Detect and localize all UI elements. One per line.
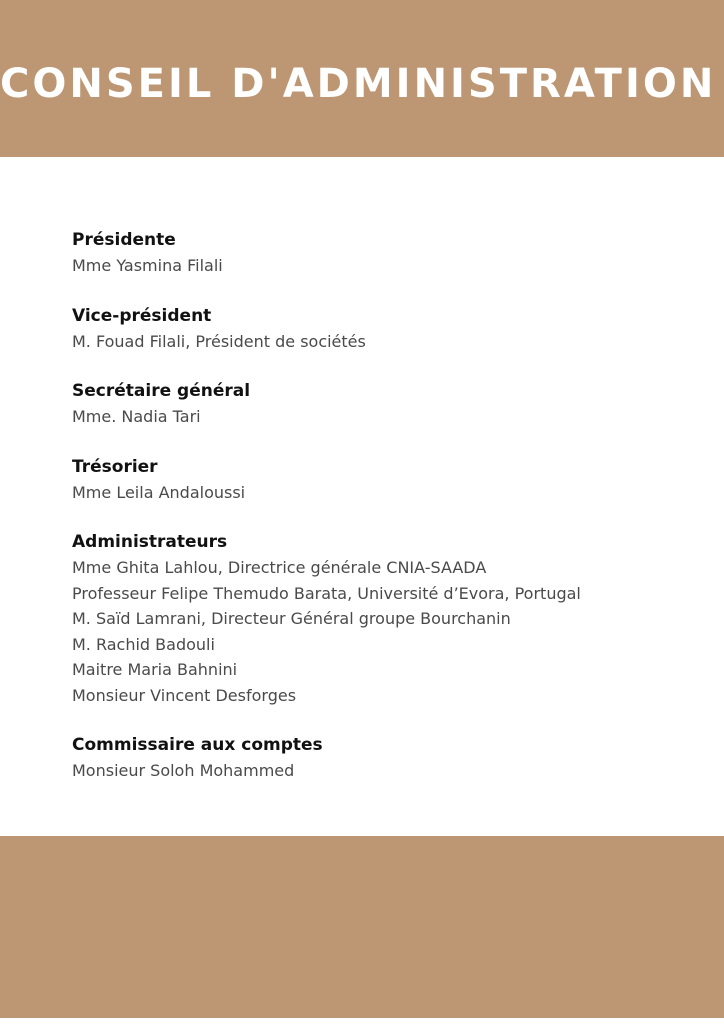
header-band bbox=[0, 0, 724, 157]
member-line: Professeur Felipe Themudo Barata, Université d’Evora, Portugal bbox=[72, 583, 581, 603]
section-tresorier bbox=[72, 455, 692, 506]
section-administrateurs bbox=[72, 530, 692, 708]
section-heading: Secrétaire général bbox=[72, 381, 251, 401]
member-line: Maitre Maria Bahnini bbox=[72, 660, 238, 679]
member-line: Mme. Nadia Tari bbox=[72, 407, 201, 426]
board-members-list bbox=[72, 228, 692, 809]
page-title: CONSEIL D'ADMINISTRATION bbox=[0, 61, 717, 107]
section-secretaire-general bbox=[72, 379, 692, 430]
section-heading: Trésorier bbox=[72, 456, 158, 477]
member-line: M. Saïd Lamrani, Directeur Général groupe Bourchanin bbox=[72, 609, 511, 628]
section-vice-president bbox=[72, 304, 692, 355]
footer-band bbox=[0, 836, 724, 1018]
member-line: Mme Ghita Lahlou, Directrice générale CNIA-SAADA bbox=[72, 558, 487, 577]
member-line: M. Fouad Filali, Président de sociétés bbox=[72, 331, 366, 351]
member-line: Monsieur Soloh Mohammed bbox=[72, 761, 295, 780]
member-line: M. Rachid Badouli bbox=[72, 634, 215, 654]
section-heading: Commissaire aux comptes bbox=[72, 735, 323, 755]
section-heading: Administrateurs bbox=[72, 532, 228, 552]
section-heading: Présidente bbox=[72, 230, 176, 250]
member-line: Mme Leila Andaloussi bbox=[72, 482, 246, 502]
section-heading: Vice-président bbox=[72, 305, 212, 326]
member-line: Monsieur Vincent Desforges bbox=[72, 685, 297, 705]
member-line: Mme Yasmina Filali bbox=[72, 256, 223, 275]
section-commissaire-aux-comptes bbox=[72, 733, 692, 784]
section-presidente bbox=[72, 228, 692, 279]
